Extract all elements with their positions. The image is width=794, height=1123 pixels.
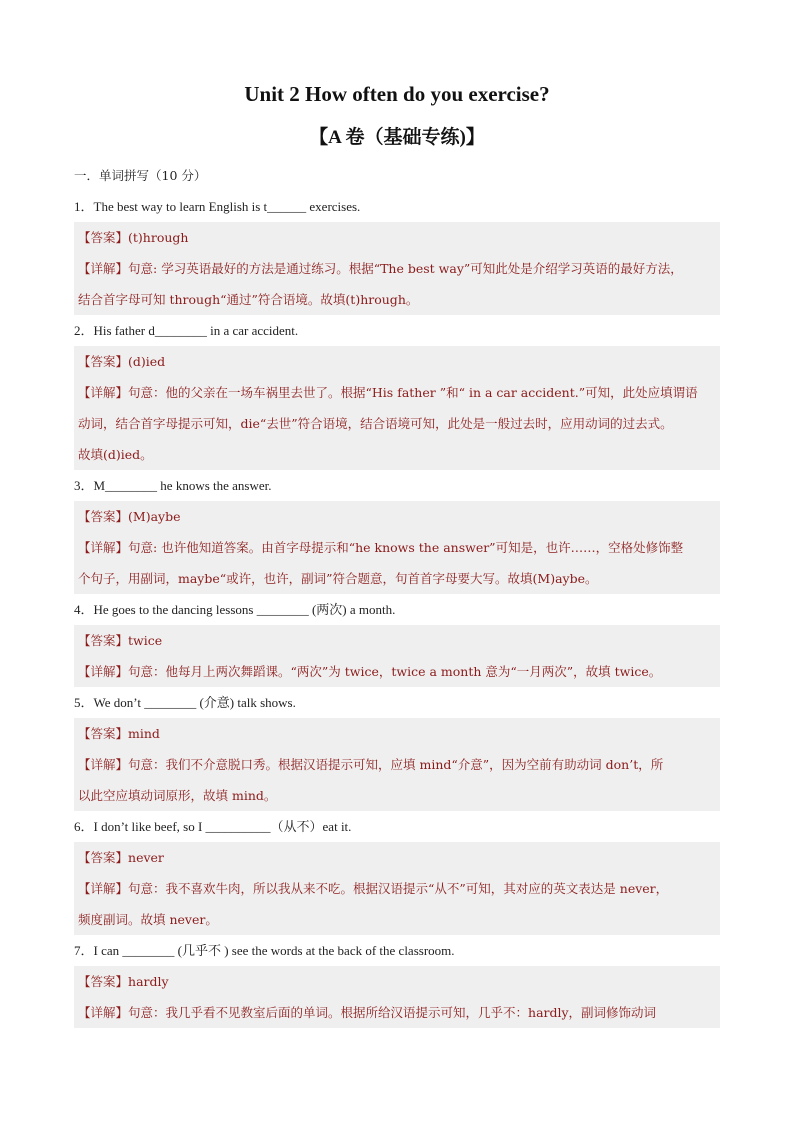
- question-text: 1．The best way to learn English is t______ exercises.: [74, 199, 361, 214]
- answer-tag: 【答案】: [78, 633, 129, 648]
- answer-value: twice: [128, 633, 163, 648]
- detail-row: [78, 749, 716, 780]
- answer-tag: 【答案】: [78, 230, 129, 245]
- question-text: 4．He goes to the dancing lessons ________ (两次) a month.: [74, 602, 396, 617]
- answer-box: [74, 222, 720, 315]
- detail-row: [78, 780, 716, 811]
- page-title: Unit 2 How often do you exercise?: [244, 82, 550, 106]
- detail-text: 频度副词。故填 never。: [78, 912, 218, 927]
- answer-tag: 【答案】: [78, 850, 129, 865]
- answer-value: (d)ied: [128, 354, 166, 369]
- detail-tag: 【详解】: [78, 1005, 129, 1020]
- detail-text: 故填(d)ied。: [78, 447, 153, 462]
- answer-row: [78, 346, 716, 377]
- question-text: 6．I don’t like beef, so I __________（从不）eat it.: [74, 819, 352, 834]
- detail-tag: 【详解】: [78, 540, 129, 555]
- detail-tag: 【详解】: [78, 385, 129, 400]
- detail-text: 句意: 学习英语最好的方法是通过练习。根据“The best way”可知此处是介绍学习英语的最好方法，: [128, 261, 683, 276]
- answer-row: [78, 501, 716, 532]
- detail-row: [78, 439, 716, 470]
- answer-value: never: [128, 850, 164, 865]
- question-text: 3．M________ he knows the answer.: [74, 478, 272, 493]
- answer-row: [78, 718, 716, 749]
- section-heading: 一．单词拼写（10 分）: [74, 168, 207, 183]
- detail-row: [78, 656, 716, 687]
- answer-tag: 【答案】: [78, 354, 129, 369]
- detail-row: [78, 873, 716, 904]
- question-text: 2．His father d________ in a car accident.: [74, 323, 299, 338]
- answer-row: [78, 966, 716, 997]
- question-list: [74, 191, 720, 1028]
- answer-box: [74, 718, 720, 811]
- detail-row: [78, 532, 716, 563]
- detail-text: 结合首字母可知 through“通过”符合语境。故填(t)hrough。: [78, 292, 419, 307]
- detail-text: 句意：我几乎看不见教室后面的单词。根据所给汉语提示可知，几乎不：hardly，副词修饰动词: [128, 1005, 657, 1020]
- detail-row: [78, 377, 716, 408]
- answer-value: (t)hrough: [128, 230, 189, 245]
- detail-text: 句意: 也许他知道答案。由首字母提示和“he knows the answer”可知是，也许……，空格处修饰整: [128, 540, 684, 555]
- detail-text: 句意：他每月上两次舞蹈课。“两次”为 twice，twice a month 意为“一月两次”，故填 twice。: [128, 664, 662, 679]
- detail-tag: 【详解】: [78, 261, 129, 276]
- detail-row: [78, 904, 716, 935]
- question-text: 7．I can ________ (几乎不 ) see the words at the back of the classroom.: [74, 943, 455, 958]
- question-text: 5．We don’t ________ (介意) talk shows.: [74, 695, 296, 710]
- detail-text: 个句子，用副词，maybe“或许，也许，副词”符合题意，句首首字母要大写。故填(M)aybe。: [78, 571, 598, 586]
- document-body: [74, 160, 720, 1028]
- answer-value: (M)aybe: [128, 509, 181, 524]
- answer-box: [74, 346, 720, 470]
- detail-text: 动词，结合首字母提示可知，die“去世”符合语境，结合语境可知，此处是一般过去时，应用动词的过去式。: [78, 416, 673, 431]
- answer-row: [78, 625, 716, 656]
- answer-tag: 【答案】: [78, 974, 129, 989]
- detail-row: [78, 997, 716, 1028]
- answer-box: [74, 501, 720, 594]
- answer-row: [78, 222, 716, 253]
- answer-box: [74, 966, 720, 1028]
- detail-text: 句意：我不喜欢牛肉，所以我从来不吃。根据汉语提示“从不”可知，其对应的英文表达是 never，: [128, 881, 669, 896]
- answer-box: [74, 842, 720, 935]
- answer-value: hardly: [128, 974, 169, 989]
- detail-row: [78, 284, 716, 315]
- detail-tag: 【详解】: [78, 757, 129, 772]
- answer-row: [78, 842, 716, 873]
- answer-box: [74, 625, 720, 687]
- detail-text: 句意：他的父亲在一场车祸里去世了。根据“His father ”和“ in a car accident.”可知，此处应填谓语: [128, 385, 698, 400]
- answer-tag: 【答案】: [78, 509, 129, 524]
- answer-tag: 【答案】: [78, 726, 129, 741]
- page-subtitle: 【A 卷（基础专练)】: [309, 127, 485, 148]
- detail-row: [78, 253, 716, 284]
- detail-text: 句意：我们不介意脱口秀。根据汉语提示可知，应填 mind“介意”，因为空前有助动词 don’t，所: [128, 757, 664, 772]
- answer-value: mind: [128, 726, 160, 741]
- detail-tag: 【详解】: [78, 664, 129, 679]
- detail-text: 以此空应填动词原形，故填 mind。: [78, 788, 277, 803]
- detail-tag: 【详解】: [78, 881, 129, 896]
- detail-row: [78, 408, 716, 439]
- detail-row: [78, 563, 716, 594]
